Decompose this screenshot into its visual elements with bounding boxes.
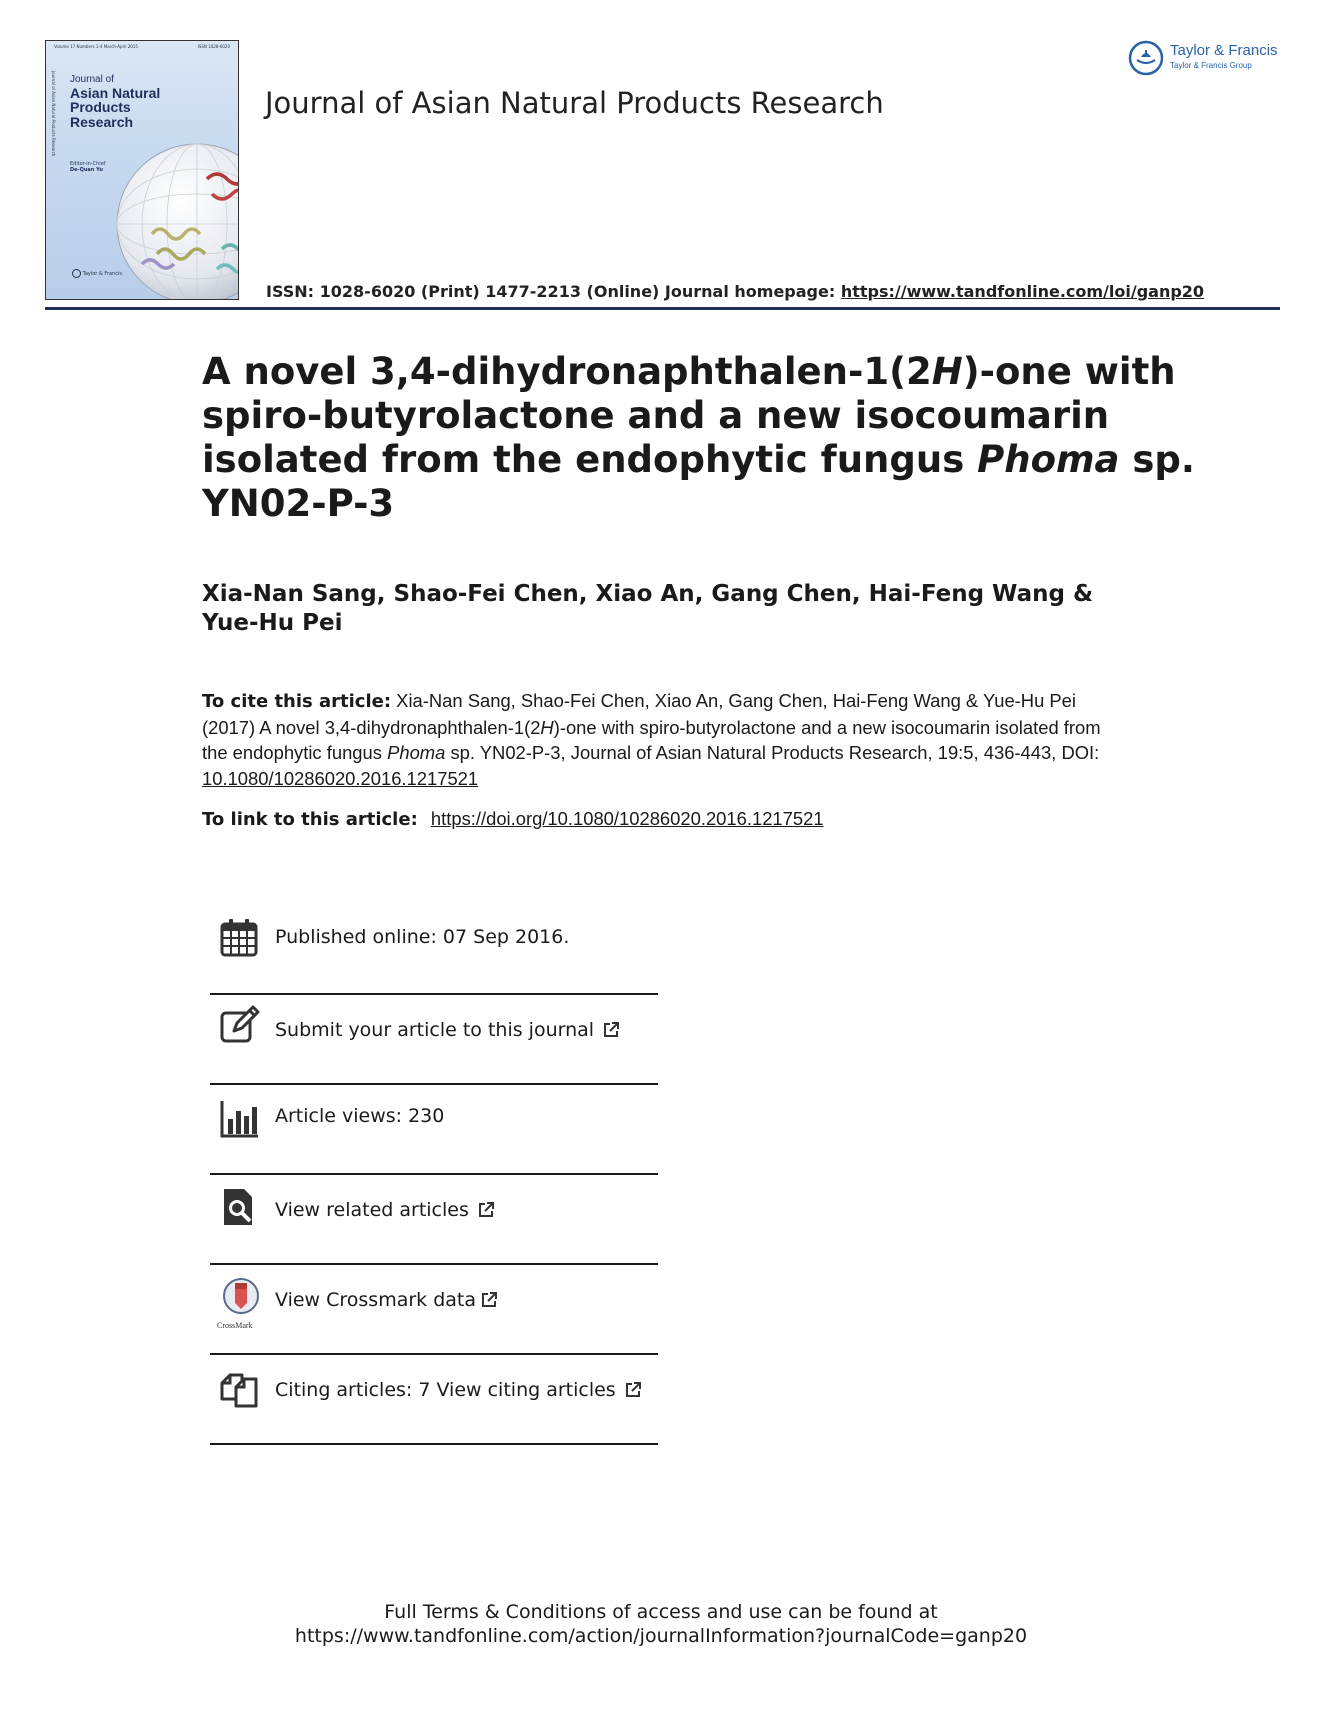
- crossmark-link[interactable]: [275, 1289, 498, 1311]
- cover-title-line: Asian Natural: [70, 84, 161, 101]
- info-text: Submit your article to this journal: [275, 1019, 595, 1041]
- citing-articles-icon: [220, 1369, 260, 1409]
- doi-link[interactable]: 10.1080/10286020.2016.1217521: [202, 767, 479, 789]
- footer-terms-url[interactable]: https://www.tandfonline.com/action/journalInformation?journalCode=ganp20: [294, 1625, 1028, 1647]
- cover-spine: [49, 71, 57, 291]
- info-row-submit[interactable]: [210, 995, 658, 1085]
- info-row-views: [210, 1085, 658, 1175]
- title-italic: H: [931, 350, 963, 393]
- header-divider: [45, 307, 1280, 310]
- external-link-icon: [477, 1201, 495, 1219]
- title-text: sp. YN02-P-3: [202, 438, 1195, 525]
- citation-text: )-one with spiro-butyrolactone and a new isocoumarin isolated from the endophytic fungus: [202, 716, 1101, 763]
- external-link-icon: [480, 1291, 498, 1309]
- submit-article-link[interactable]: [275, 1019, 620, 1041]
- cover-editor-name: De-Quan Yu: [70, 167, 103, 173]
- info-text: Published online: 07 Sep 2016.: [275, 926, 570, 948]
- taylor-francis-logo[interactable]: [1128, 40, 1288, 76]
- issn-line: [266, 282, 1204, 301]
- citation-block: [202, 688, 1127, 791]
- calendar-icon: [220, 918, 260, 958]
- cover-title-line: Products: [70, 99, 131, 116]
- journal-title: Journal of Asian Natural Products Research: [265, 86, 884, 120]
- related-articles-link[interactable]: [275, 1199, 495, 1221]
- title-text: A novel 3,4-dihydronaphthalen-1(2: [202, 350, 932, 393]
- search-document-icon: [220, 1187, 260, 1227]
- cover-spine-text: Journal of Asian Natural Products Research: [51, 71, 56, 157]
- cover-title: [70, 75, 180, 130]
- publisher-name: Taylor & Francis: [1170, 42, 1278, 59]
- article-title: [202, 350, 1202, 526]
- link-label: To link to this article:: [202, 809, 418, 830]
- citation-text: sp. YN02-P-3, Journal of Asian Natural Products Research, 19:5, 436-443, DOI:: [445, 742, 1100, 763]
- info-text: Citing articles: 7 View citing articles: [275, 1379, 616, 1401]
- cover-title-line: Research: [70, 113, 134, 130]
- article-info-list: [210, 908, 658, 1445]
- protein-sphere-image: [112, 139, 239, 300]
- edit-icon: [220, 1005, 260, 1045]
- info-row-citing[interactable]: [210, 1355, 658, 1445]
- citation-genus: Phoma: [387, 742, 446, 763]
- cover-top-line: [46, 41, 238, 53]
- bar-chart-icon: [220, 1099, 260, 1139]
- article-doi-url[interactable]: https://doi.org/10.1080/10286020.2016.1217521: [430, 808, 824, 829]
- title-text: )-one with spiro-butyrolactone and a new isocoumarin isolated from the endophytic fungus: [202, 350, 1176, 481]
- external-link-icon: [602, 1021, 620, 1039]
- cover-publisher: [72, 269, 122, 278]
- crossmark-caption: CrossMark: [217, 1321, 253, 1330]
- info-text: View Crossmark data: [275, 1289, 477, 1311]
- taylor-francis-logo-icon: [1128, 40, 1164, 76]
- citation-label: To cite this article:: [202, 691, 392, 712]
- footer-line: Full Terms & Conditions of access and use can be found at: [384, 1601, 938, 1623]
- info-row-crossmark[interactable]: [210, 1265, 658, 1355]
- publisher-group: Taylor & Francis Group: [1170, 61, 1252, 70]
- cover-editor-label: Editor-in-Chief: [70, 161, 106, 167]
- cover-issn: ISSN 1028-6020: [197, 44, 230, 49]
- info-row-published: [210, 908, 658, 995]
- footer-terms: [0, 1600, 1322, 1648]
- citation-text: Xia-Nan Sang, Shao-Fei Chen, Xiao An, Gang Chen, Hai-Feng Wang & Yue-Hu Pei (2017) A novel 3,4-dihydronaphthalen-1(2: [202, 690, 1076, 738]
- cover-volume: Volume 17 Numbers 1-4 March-April 2015: [54, 44, 138, 49]
- crossmark-icon: [220, 1277, 262, 1323]
- journal-cover: [45, 40, 239, 300]
- info-row-related[interactable]: [210, 1175, 658, 1265]
- cover-title-line: Journal of: [70, 74, 114, 85]
- cover-publisher-icon: [72, 269, 81, 278]
- cover-publisher-name: Taylor & Francis: [82, 271, 122, 277]
- info-text: View related articles: [275, 1199, 469, 1221]
- article-authors: Xia-Nan Sang, Shao-Fei Chen, Xiao An, Gang Chen, Hai-Feng Wang & Yue-Hu Pei: [202, 581, 1094, 636]
- citation-italic: H: [540, 716, 554, 738]
- citing-articles-link[interactable]: [275, 1379, 642, 1401]
- journal-homepage-link[interactable]: https://www.tandfonline.com/loi/ganp20: [840, 282, 1205, 301]
- cover-editor: [70, 161, 106, 173]
- title-genus: Phoma: [977, 438, 1120, 481]
- issn-text: ISSN: 1028-6020 (Print) 1477-2213 (Online) Journal homepage:: [266, 282, 836, 301]
- external-link-icon: [624, 1381, 642, 1399]
- link-line: [202, 808, 824, 830]
- info-text: Article views: 230: [275, 1105, 445, 1127]
